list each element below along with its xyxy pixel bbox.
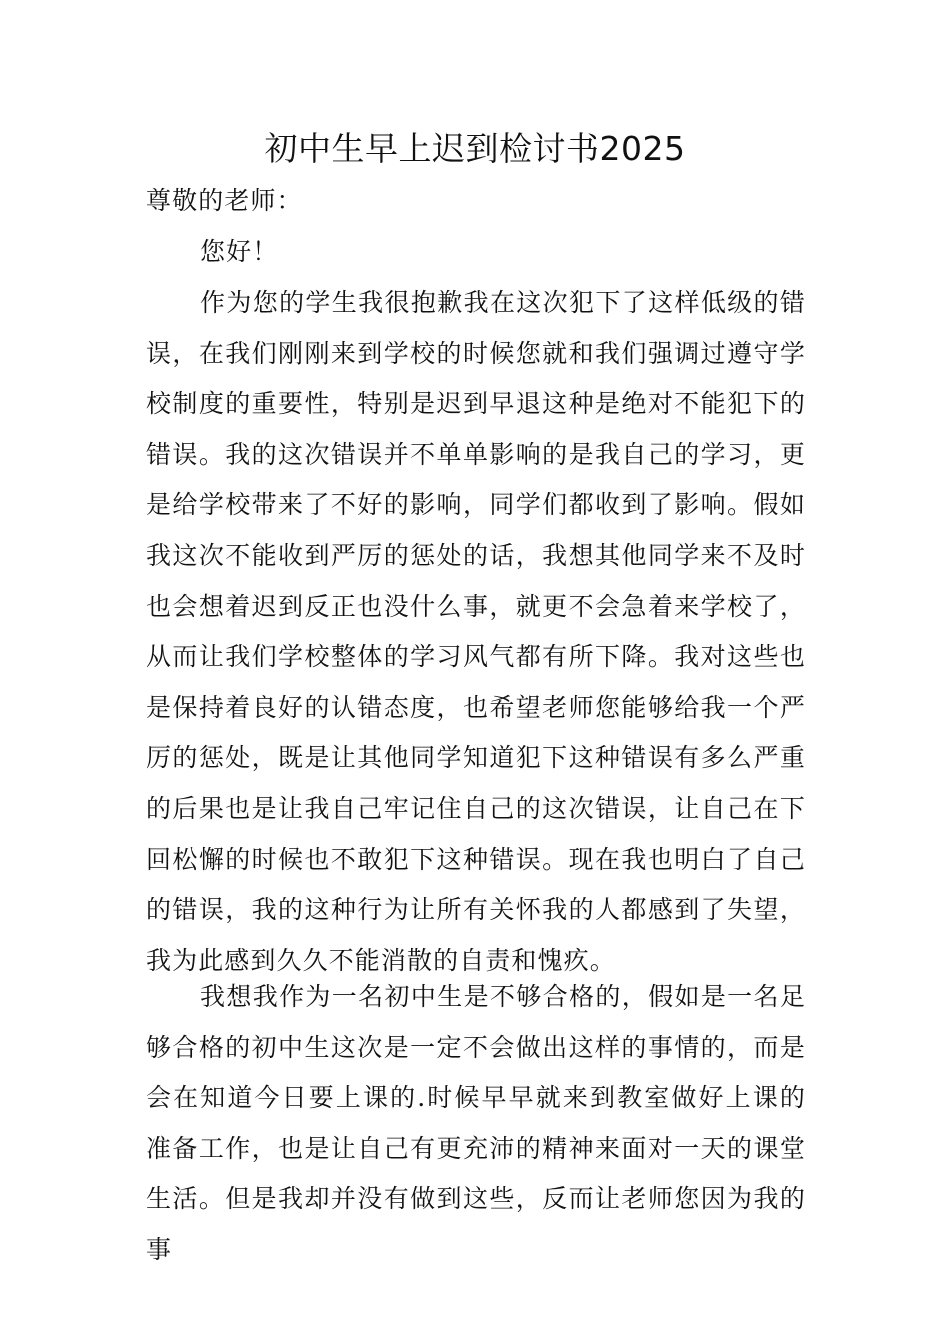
paragraph-2: 我想我作为一名初中生是不够合格的，假如是一名足够合格的初中生这次是一定不会做出这样的事情的，而是会在知道今日要上课的.时候早早就来到教室做好上课的准备工作，也是让自己有更充沛的精神来面对一天的课堂生活。但是我却并没有做到这些，反而让老师您因为我的事 — [146, 982, 806, 1264]
paragraph-1: 作为您的学生我很抱歉我在这次犯下了这样低级的错误，在我们刚刚来到学校的时候您就和我们强调过遵守学校制度的重要性，特别是迟到早退这种是绝对不能犯下的错误。我的这次错误并不单单影响的是我自己的学习，更是给学校带来了不好的影响，同学们都收到了影响。假如我这次不能收到严厉的惩处的话，我想其他同学来不及时也会想着迟到反正也没什么事，就更不会急着来学校了，从而让我们学校整体的学习风气都有所下降。我对这些也是保持着良好的认错态度，也希望老师您能够给我一个严厉的惩处，既是让其他同学知道犯下这种错误有多么严重的后果也是让我自己牢记住自己的这次错误，让自己在下回松懈的时候也不敢犯下这种错误。现在我也明白了自己的错误，我的这种行为让所有关怀我的人都感到了失望，我为此感到久久不能消散的自责和愧疚。 — [146, 288, 806, 975]
document-title: 初中生早上迟到检讨书2025 — [264, 129, 686, 168]
salutation: 尊敬的老师： — [146, 186, 303, 215]
greeting: 您好！ — [200, 237, 279, 266]
